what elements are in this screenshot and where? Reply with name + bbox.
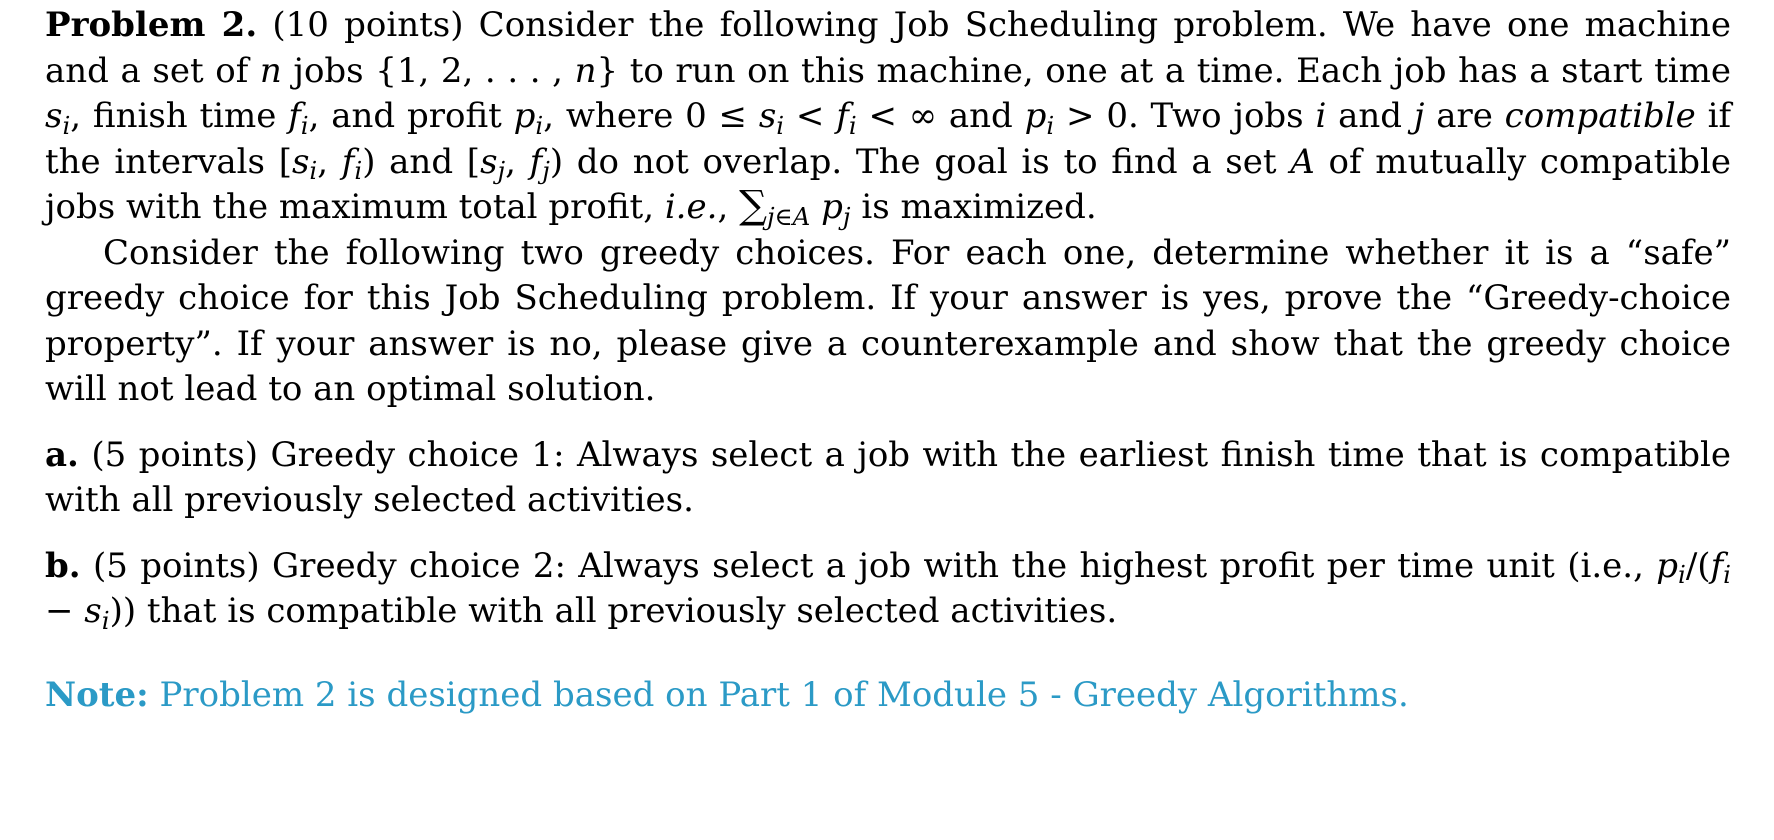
text-run: <	[784, 96, 837, 136]
text-run: of mutually compatible jobs with the maximum total profit,	[45, 141, 1731, 227]
math-symbol: p	[1656, 545, 1679, 586]
note-text: Problem 2 is designed based on Part 1 of Module 5 - Greedy Algorithms.	[148, 674, 1409, 715]
math-subscript: i	[1723, 560, 1731, 590]
text-run: > 0. Two jobs	[1054, 96, 1316, 136]
math-symbol: s	[758, 96, 777, 136]
text-run: , and profit	[308, 96, 514, 136]
math-symbol: A	[1290, 141, 1315, 182]
text-run: , finish time	[70, 96, 289, 136]
math-symbol: s	[291, 141, 310, 182]
note	[45, 673, 1731, 719]
math-subscript: j	[842, 201, 851, 231]
part-a-points: (5 points)	[91, 434, 259, 475]
math-subscript: i	[1046, 110, 1055, 140]
note-label: Note:	[45, 674, 149, 715]
math-symbol: n	[259, 50, 282, 91]
math-symbol: p	[1024, 96, 1047, 136]
math-subscript: j∈A	[766, 201, 811, 231]
part-b-points: (5 points)	[93, 545, 260, 586]
math-symbol: f	[341, 141, 355, 182]
text-run: ) do not overlap. The goal is to find a set	[549, 141, 1291, 182]
problem-statement	[45, 0, 1731, 231]
math-symbol: n	[574, 50, 597, 91]
text-run: /(	[1685, 545, 1711, 586]
math-symbol: f	[1710, 545, 1724, 586]
part-a	[45, 433, 1731, 524]
math-symbol: s	[84, 591, 102, 631]
math-subscript: i	[309, 156, 318, 186]
text-run: ,	[317, 141, 342, 182]
math-symbol: j	[1413, 96, 1425, 136]
problem-label: Problem 2.	[45, 5, 258, 45]
part-b-text	[45, 545, 1731, 635]
math-subscript: i	[776, 110, 785, 140]
emphasis-text: i.e.	[664, 187, 718, 227]
math-subscript: j	[542, 156, 550, 186]
math-symbol: f	[529, 141, 543, 182]
part-a-text: Greedy choice 1: Always select a job with the earliest finish time that is compatible with all previously selected activities.	[45, 434, 1731, 520]
text-run: } to run on this machine, one at a time. Each job has a start time	[596, 50, 1731, 91]
text-run: are	[1424, 96, 1505, 136]
math-symbol: s	[480, 141, 498, 182]
part-b-label: b.	[45, 545, 81, 586]
math-subscript: i	[1678, 560, 1686, 590]
math-symbol: f	[288, 96, 301, 136]
problem-points: (10 points)	[272, 5, 464, 45]
math-symbol: p	[821, 187, 843, 227]
math-subscript: i	[62, 110, 71, 140]
text-run: jobs {1, 2, . . . ,	[281, 50, 575, 91]
text-run: )) that is compatible with all previously selected activities.	[109, 591, 1118, 631]
text-run: ,	[505, 141, 530, 182]
text-run: ) and [	[362, 141, 481, 182]
text-run: , where 0 ≤	[543, 96, 759, 136]
part-a-label: a.	[45, 434, 79, 475]
math-symbol: f	[836, 96, 849, 136]
math-subscript: i	[354, 156, 363, 186]
text-run: if the intervals [	[45, 96, 1732, 182]
text-run: Consider the following Job Scheduling problem. We have one machine and a set of	[45, 5, 1732, 91]
text-run: and	[1326, 96, 1414, 136]
math-subscript: i	[101, 605, 110, 635]
text-run: is maximized.	[850, 187, 1097, 227]
math-subscript: i	[300, 110, 309, 140]
text-run: < ∞ and	[856, 96, 1025, 136]
text-run	[810, 187, 821, 227]
math-subscript: j	[497, 156, 506, 186]
problem-document	[45, 0, 1731, 718]
text-run: ,	[717, 187, 740, 227]
math-subscript: i	[535, 110, 544, 140]
text-run: −	[45, 591, 85, 631]
math-subscript: i	[848, 110, 857, 140]
problem-paragraph-2: Consider the following two greedy choices. For each one, determine whether it is a “safe” greedy choice for this Job Scheduling problem. If your answer is yes, prove the “Greedy-choice property”. If your answer is no, please give a counterexample and show that the greedy choice will not lead to an optimal solution.	[45, 232, 1731, 409]
summation-symbol: ∑	[739, 183, 767, 228]
math-symbol: s	[45, 96, 63, 136]
text-run: Greedy choice 2: Always select a job with the highest profit per time unit (i.e.,	[259, 545, 1657, 586]
emphasis-text: compatible	[1504, 96, 1696, 136]
math-symbol: i	[1315, 96, 1327, 136]
math-symbol: p	[513, 96, 536, 136]
part-b	[45, 544, 1731, 635]
